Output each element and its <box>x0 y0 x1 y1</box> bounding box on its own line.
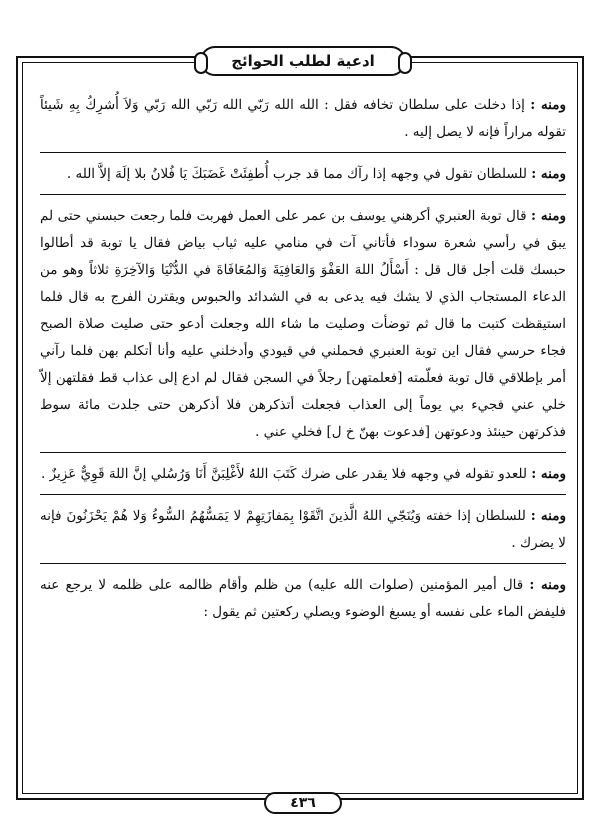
section-divider <box>40 194 566 195</box>
paragraph-4 <box>40 461 566 488</box>
section-divider <box>40 494 566 495</box>
paragraph-text: قال توبة العنبري أكرهني يوسف بن عمر على العمل فهربت فلما رجعت حبسني حتى لم يبق في رأسي شعرة سوداء فأتاني آت في منامي عليه ثياب بياض فقال يا توبة قد أطالوا حبسك قلت أجل قال قل : أَسْأَلُ اللهَ العَفْوَ وَالعَافِيَةَ وَالمُعَافَاةَ في الدُّنْيَا وَالآخِرَةِ ثلاثاً وهو من الدعاء المستجاب الذي لا يشك فيه يدعى به في الشدائد والحبوس ويقترن الفرج به قال فلما استيقظت كتبت ما قال ثم توضأت وصليت ما شاء الله وجعلت أدعو حتى صليت صلاة الصبح فجاء حرسي فقال اين توبة العنبري فحملني في قيودي وأدخلني عليه وأنا أتكلم بهن فلما رآني أمر بإطلاقي قال توبة فعلّمته [فعلمتهن] رجلاً في السجن فقال لم ادع إلى عذاب قط فقلتهن إلاّ خلي عني فجيء بي يوماً إلى العذاب فجعلت أتذكرهن فلا أذكرهن حتى جلدت مائة سوط فذكرتهن حينئذ ودعوتهن [فدعوت بهنّ خ ل] فخلي عني . <box>40 208 566 440</box>
paragraph-lead: ومنه : <box>530 97 567 113</box>
paragraph-lead: ومنه : <box>531 208 566 224</box>
paragraph-lead: ومنه : <box>531 466 566 482</box>
paragraph-1 <box>40 92 566 146</box>
paragraph-5 <box>40 503 566 557</box>
chapter-title: ادعية لطلب الحوائج <box>231 52 375 70</box>
page-number: ٤٣٦ <box>290 795 316 811</box>
paragraph-text: للعدو تقوله في وجهه فلا يقدر على ضرك كَتَبَ اللهُ لأَغْلِبَنَّ أَنَا وَرُسُلي إنَّ اللهَ قَوِيٌّ عَزِيزٌ . <box>41 466 532 482</box>
paragraph-lead: ومنه : <box>531 166 566 182</box>
section-divider <box>40 152 566 153</box>
paragraph-6 <box>40 572 566 626</box>
paragraph-2 <box>40 161 566 188</box>
paragraph-text: إذا دخلت على سلطان تخافه فقل : الله الله رَبّي الله رَبّي الله رَبّي وَلاَ أُشرِكُ بِهِ شَيئاً تقوله مراراً فإنه لا يصل إليه . <box>40 97 566 140</box>
section-divider <box>40 452 566 453</box>
paragraph-3 <box>40 203 566 446</box>
chapter-title-banner <box>200 46 406 76</box>
paragraph-text: للسلطان تقول في وجهه إذا رآك مما قد جرب أُطفِئَتْ غَضَبَكَ يَا فُلانُ بلا إلَهَ إلاَّ الله . <box>66 166 532 182</box>
paragraph-text: قال أمير المؤمنين (صلوات الله عليه) من ظلم وأقام ظالمه على ظلمه لا يرجع عنه فليفض الماء على نفسه أو يسبغ الوضوء ويصلي ركعتين ثم يقول : <box>40 577 566 620</box>
paragraph-text: للسلطان إذا خفته وَيُنَجّي اللهُ الَّذينَ اتَّقَوْا بِمَفازَتِهِمْ لا يَمَسُّهُمُ السُّوءُ وَلا هُمْ يَحْزَنُونَ فإنه لا يضرك . <box>40 508 566 551</box>
section-divider <box>40 563 566 564</box>
page-body <box>40 92 566 626</box>
page-number-badge <box>264 792 342 814</box>
paragraph-lead: ومنه : <box>530 508 566 524</box>
paragraph-lead: ومنه : <box>529 577 567 593</box>
